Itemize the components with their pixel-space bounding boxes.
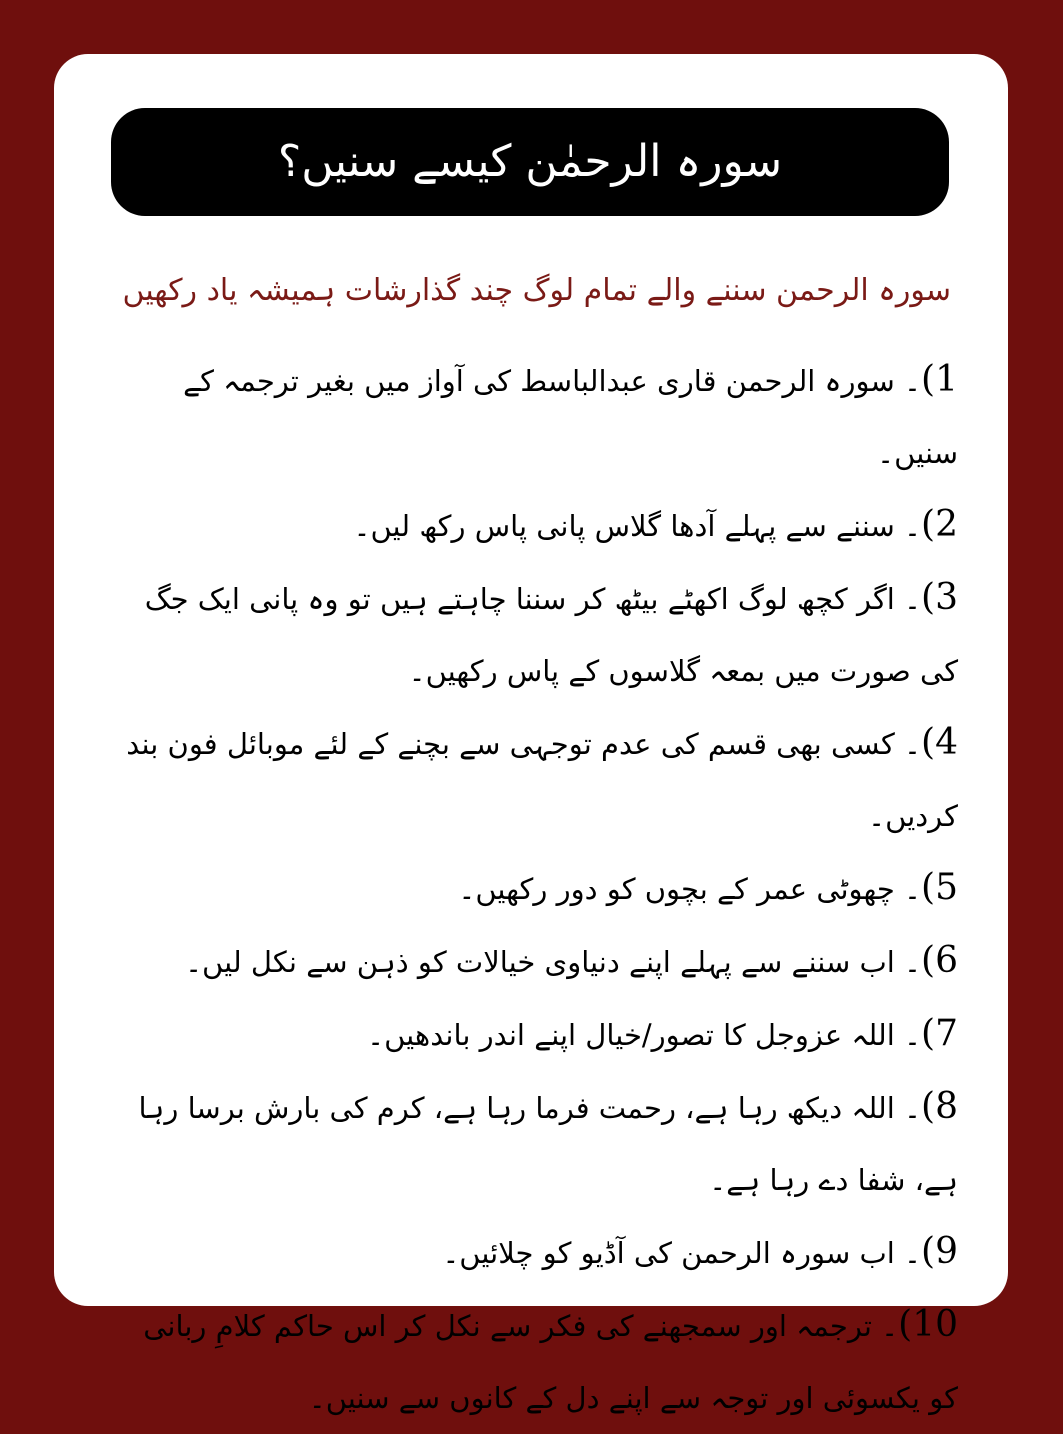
step-text: ۔ اگر کچھ لوگ اکھٹے بیٹھ کر سننا چاہتے ہیں تو وہ پانی ایک جگ کی صورت میں بمعہ گلاسوں کے پاس رکھیں۔ (144, 582, 958, 688)
content-card (54, 54, 1008, 1415)
step-text: ۔ کسی بھی قسم کی عدم توجہی سے بچنے کے لئے موبائل فون بند کردیں۔ (126, 727, 958, 833)
step-text: ۔ اب سورہ الرحمن کی آڈیو کو چلائیں۔ (442, 1236, 922, 1270)
step-item (106, 344, 958, 489)
step-item (106, 1071, 958, 1216)
step-number: 10) (898, 1304, 958, 1345)
step-item (106, 1289, 958, 1434)
step-item (106, 489, 958, 562)
step-text: ۔ چھوٹی عمر کے بچوں کو دور رکھیں۔ (458, 872, 922, 906)
step-item (106, 852, 958, 925)
step-item (106, 925, 958, 998)
step-number: 5) (921, 867, 958, 908)
step-number: 1) (921, 359, 958, 400)
step-item (106, 562, 958, 707)
step-text: ۔ ترجمہ اور سمجھنے کی فکر سے نکل کر اس حاکم کلامِ ربانی کو یکسوئی اور توجہ سے اپنے دل کے کانوں سے سنیں۔ (143, 1309, 958, 1415)
step-text: ۔ سورہ الرحمن قاری عبدالباسط کی آواز میں بغیر ترجمہ کے سنیں۔ (183, 364, 958, 470)
steps-list (106, 344, 958, 1434)
step-text: ۔ اللہ عزوجل کا تصور/خیال اپنے اندر باندھیں۔ (367, 1018, 922, 1052)
step-item (106, 998, 958, 1071)
step-text: ۔ سننے سے پہلے آدھا گلاس پانی پاس رکھ لیں۔ (353, 509, 922, 543)
step-number: 4) (921, 722, 958, 763)
step-text: ۔ اب سننے سے پہلے اپنے دنیاوی خیالات کو ذہن سے نکل لیں۔ (185, 945, 922, 979)
title-banner (111, 108, 949, 216)
step-text: ۔ اللہ دیکھ رہا ہے، رحمت فرما رہا ہے، کرم کی بارش برسا رہا ہے، شفا دے رہا ہے۔ (138, 1091, 958, 1197)
step-number: 9) (921, 1231, 958, 1272)
step-item (106, 1216, 958, 1289)
step-number: 8) (921, 1086, 958, 1127)
page-title: سورہ الرحمٰن کیسے سنیں؟ (277, 136, 783, 187)
step-number: 6) (921, 940, 958, 981)
step-number: 3) (921, 577, 958, 618)
step-item (106, 707, 958, 852)
step-number: 7) (921, 1013, 958, 1054)
step-number: 2) (921, 504, 958, 545)
subtitle: سورہ الرحمن سننے والے تمام لوگ چند گذارشات ہمیشہ یاد رکھیں (122, 273, 951, 308)
